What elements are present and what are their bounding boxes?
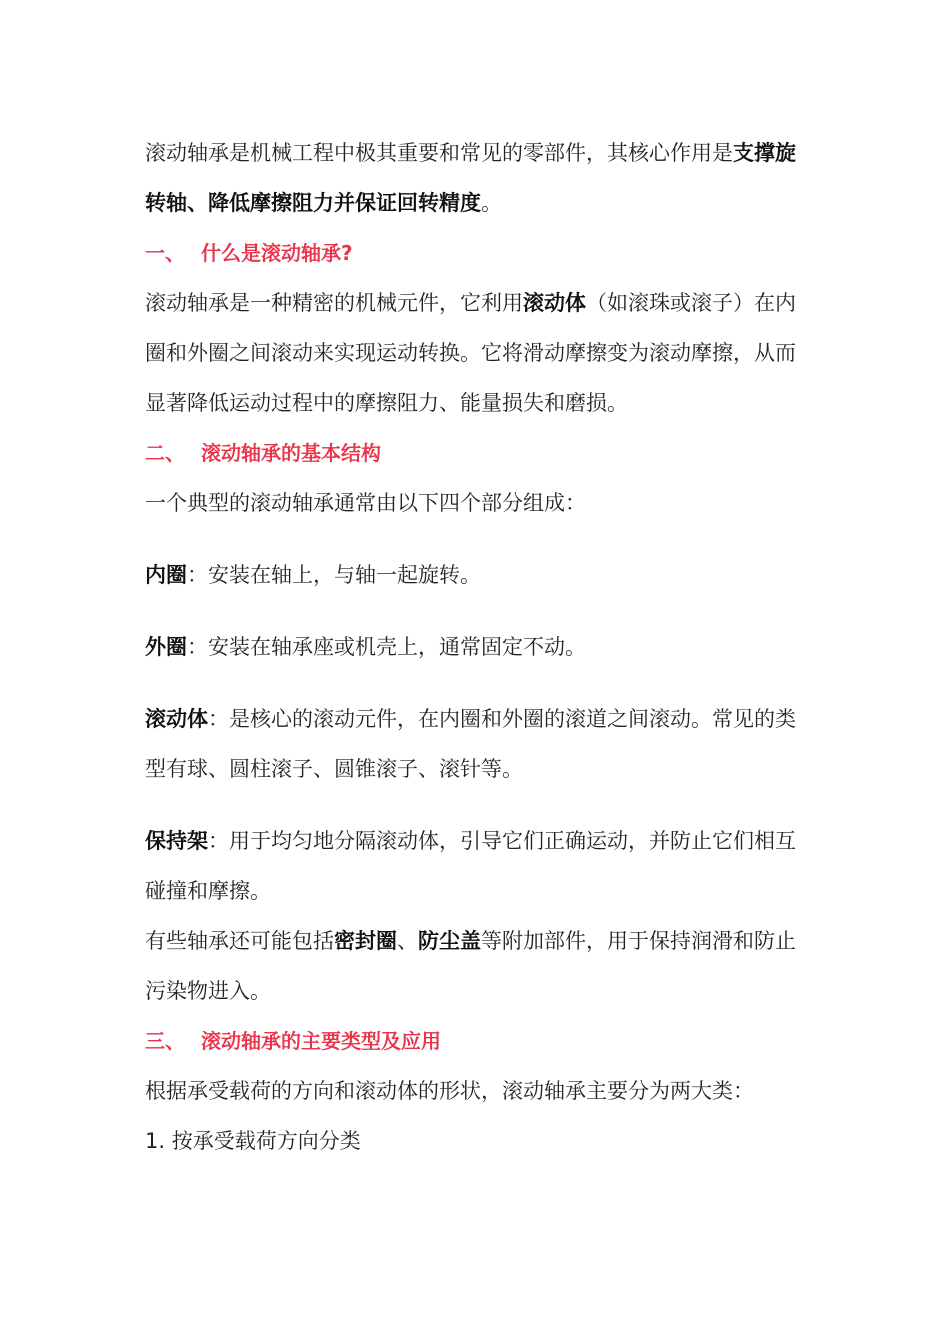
extra-bold-shield: 防尘盖 xyxy=(418,929,481,953)
list-item-text: 按承受载荷方向分类 xyxy=(171,1129,361,1153)
spacer xyxy=(145,600,805,622)
section-2-number: 二、 xyxy=(145,441,185,465)
section-1-bold: 滚动体 xyxy=(523,291,586,315)
part-term: 外圈 xyxy=(145,635,187,659)
spacer xyxy=(145,672,805,694)
section-3-number: 三、 xyxy=(145,1029,185,1053)
section-3-title: 滚动轴承的主要类型及应用 xyxy=(201,1029,441,1053)
section-1-text-b: （如滚珠或滚子）在内圈和外圈之间滚动来实现运动转换。它将滑动摩擦变为滚动摩擦，从而显著降低运动过程中的摩擦阻力、能量损失和磨损。 xyxy=(145,291,796,415)
section-2-heading xyxy=(145,428,805,478)
document-body xyxy=(145,128,805,1166)
part-rolling-element xyxy=(145,694,805,794)
list-item-number: 1. xyxy=(145,1129,166,1153)
section-3-list-item xyxy=(145,1116,805,1166)
part-desc: ：用于均匀地分隔滚动体，引导它们正确运动，并防止它们相互碰撞和摩擦。 xyxy=(145,829,796,903)
section-1-number: 一、 xyxy=(145,241,185,265)
part-desc: ：是核心的滚动元件，在内圈和外圈的滚道之间滚动。常见的类型有球、圆柱滚子、圆锥滚子、滚针等。 xyxy=(145,707,796,781)
section-2-title: 滚动轴承的基本结构 xyxy=(201,441,381,465)
part-outer-ring xyxy=(145,622,805,672)
section-2-lead: 一个典型的滚动轴承通常由以下四个部分组成： xyxy=(145,491,586,515)
extra-text-a: 有些轴承还可能包括 xyxy=(145,929,334,953)
spacer xyxy=(145,794,805,816)
extra-text-b: 等附加部件，用于保持润滑和防止污染物进入。 xyxy=(145,929,796,1003)
section-1-paragraph xyxy=(145,278,805,428)
section-3-heading xyxy=(145,1016,805,1066)
section-1-heading xyxy=(145,228,805,278)
intro-text: 滚动轴承是机械工程中极其重要和常见的零部件，其核心作用是 xyxy=(145,141,733,165)
section-1-text-a: 滚动轴承是一种精密的机械元件，它利用 xyxy=(145,291,523,315)
extra-bold-seal: 密封圈 xyxy=(334,929,397,953)
part-cage xyxy=(145,816,805,916)
part-term: 保持架 xyxy=(145,829,208,853)
intro-bold: 支撑旋转轴、降低摩擦阻力并保证回转精度 xyxy=(145,141,796,215)
part-term: 滚动体 xyxy=(145,707,208,731)
part-desc: ：安装在轴上，与轴一起旋转。 xyxy=(187,563,481,587)
part-desc: ：安装在轴承座或机壳上，通常固定不动。 xyxy=(187,635,586,659)
spacer xyxy=(145,528,805,550)
intro-end: 。 xyxy=(481,191,502,215)
part-term: 内圈 xyxy=(145,563,187,587)
section-3-lead: 根据承受载荷的方向和滚动体的形状，滚动轴承主要分为两大类： xyxy=(145,1079,754,1103)
intro-paragraph xyxy=(145,128,805,228)
section-1-title: 什么是滚动轴承? xyxy=(201,241,353,265)
extra-sep: 、 xyxy=(397,929,418,953)
part-inner-ring xyxy=(145,550,805,600)
section-2-extra xyxy=(145,916,805,1016)
